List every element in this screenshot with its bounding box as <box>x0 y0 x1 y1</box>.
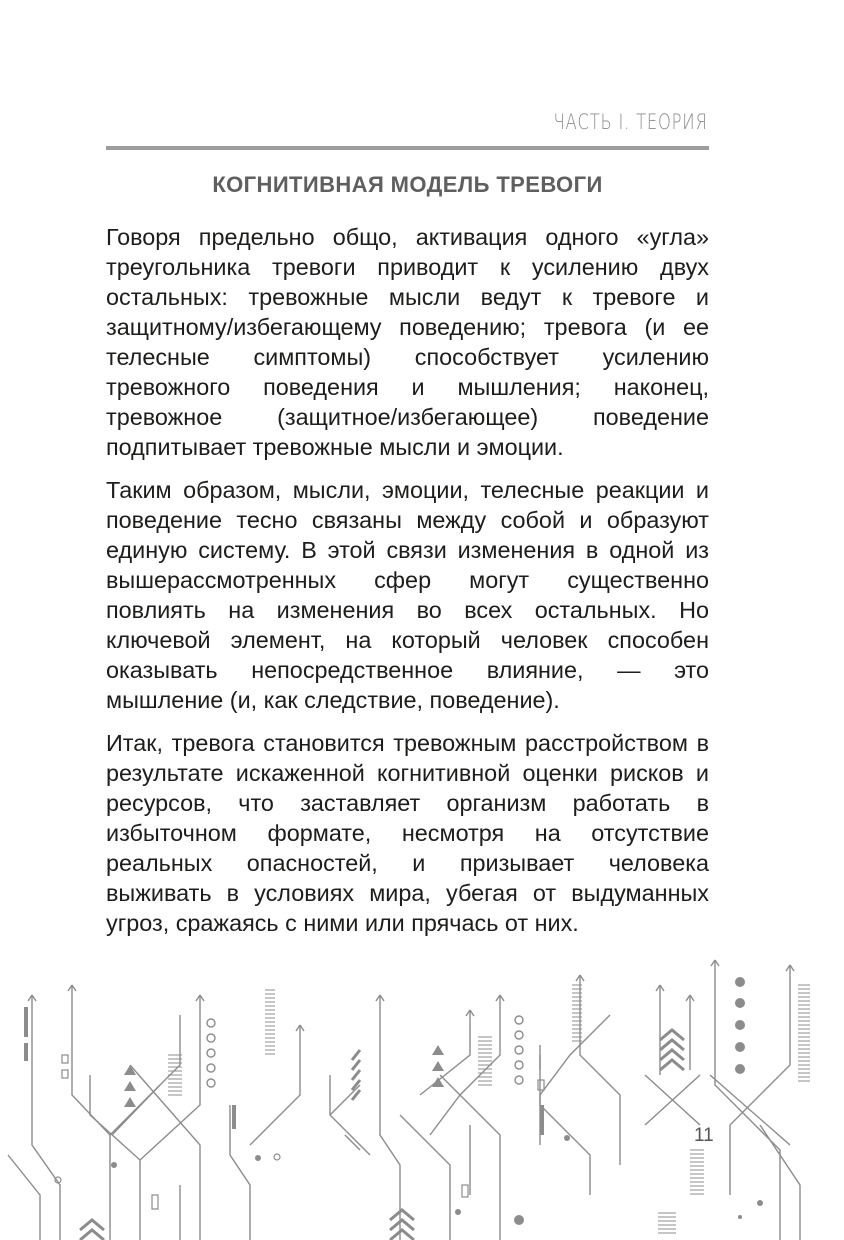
header-rule <box>106 146 709 150</box>
paragraph: Таким образом, мысли, эмоции, телесные реакции и поведение тесно связаны между собой и образуют единую систему. В этой связи изменения в одной из вышерассмотренных сфер могут существенно повлиять на изменения во всех остальных. Но ключевой элемент, на который человек способен оказывать непосредственное влияние, — это мышление (и, как следствие, поведение). <box>106 477 709 713</box>
running-head: ЧАСТЬ I. ТЕОРИЯ <box>553 110 708 134</box>
section-title: КОГНИТИВНАЯ МОДЕЛЬ ТРЕВОГИ <box>212 172 603 197</box>
page-number: 11 <box>694 1125 714 1146</box>
paragraph: Итак, тревога становится тревожным расстройством в результате искаженной когнитивной оценки рисков и ресурсов, что заставляет организм работать в избыточном формате, несмотря на отсутствие реальных опасностей, и призывает человека выживать в условиях мира, убегая от выдуманных угроз, сражаясь с ними или прячась от них. <box>106 730 709 936</box>
circuit-ornament <box>0 955 844 1240</box>
body-text <box>106 222 709 951</box>
paragraph: Говоря предельно общо, активация одного «угла» треугольника тревоги приводит к усилению двух остальных: тревожные мысли ведут к тревоге и защитному/избегающему поведению; тревога (и ее телесные симптомы) способствует усилению тревожного поведения и мышления; наконец, тревожное (защитное/избегающее) поведение подпитывает тревожные мысли и эмоции. <box>106 224 709 460</box>
